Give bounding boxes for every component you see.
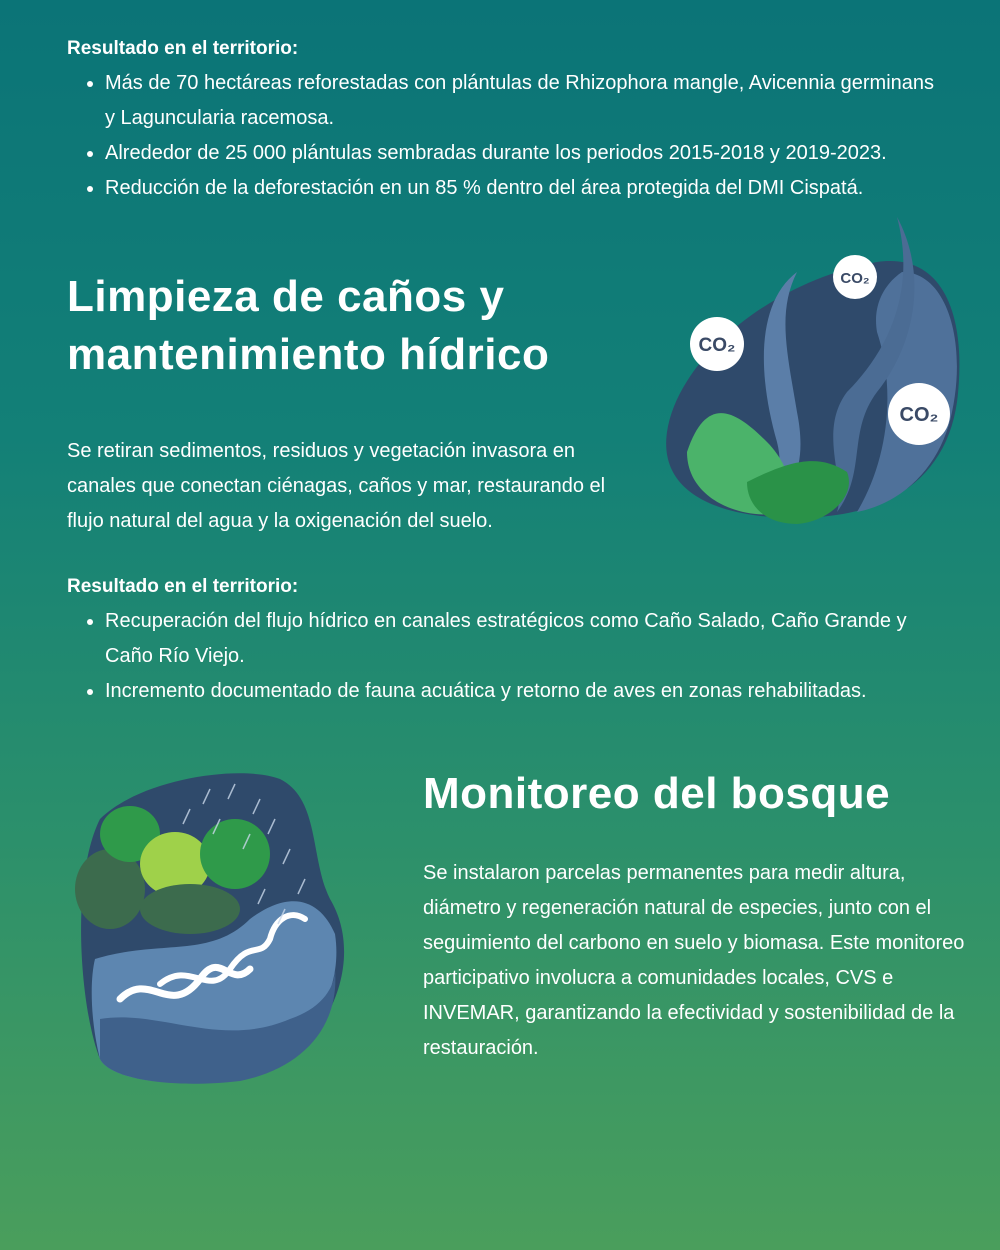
section-description: Se retiran sedimentos, residuos y vegetación invasora en canales que conectan ciénagas, caños y mar, restaurando el flujo natural del agua y la oxigenación del suelo. xyxy=(67,440,606,532)
list-item: • Recuperación del flujo hídrico en canales estratégicos como Caño Salado, Caño Grande y Caño Río Viejo. xyxy=(105,604,947,674)
section-text xyxy=(423,759,983,1066)
list-item: • Incremento documentado de fauna acuática y retorno de aves en zonas rehabilitadas. xyxy=(105,674,947,709)
results-list xyxy=(67,66,947,206)
co2-label: CO₂ xyxy=(840,270,870,287)
list-item: • Reducción de la deforestación en un 85 % dentro del área protegida del DMI Cispatá. xyxy=(105,171,947,206)
section-channel-results xyxy=(67,569,947,709)
list-item: • Alrededor de 25 000 plántulas sembradas durante los periodos 2015-2018 y 2019-2023. xyxy=(105,136,947,171)
section-title: Limpieza de caños y mantenimiento hídrico xyxy=(67,272,550,379)
co2-label: CO₂ xyxy=(899,404,939,426)
section-description: Se instalaron parcelas permanentes para medir altura, diámetro y regeneración natural de especies, junto con el seguimiento del carbono en suelo y biomasa. Este monitoreo participativo involucra a comunidades locales, CVS e INVEMAR, garantizando la efectividad y sostenibilidad de la restauración. xyxy=(423,862,965,1059)
result-label: Resultado en el territorio: xyxy=(67,38,299,59)
section-title: Monitoreo del bosque xyxy=(423,769,891,818)
co2-label: CO₂ xyxy=(698,335,736,356)
list-item: • Más de 70 hectáreas reforestadas con plántulas de Rhizophora mangle, Avicennia germinans y Laguncularia racemosa. xyxy=(105,66,947,136)
co2-illustration xyxy=(647,212,967,532)
section-text xyxy=(67,256,627,539)
section-channel-cleaning xyxy=(67,256,977,539)
section-reforestation-results xyxy=(67,31,947,206)
result-label: Resultado en el territorio: xyxy=(67,576,299,597)
results-list xyxy=(67,604,947,709)
mangrove-rain-illustration xyxy=(60,759,360,1089)
section-forest-monitoring xyxy=(60,759,1000,1089)
